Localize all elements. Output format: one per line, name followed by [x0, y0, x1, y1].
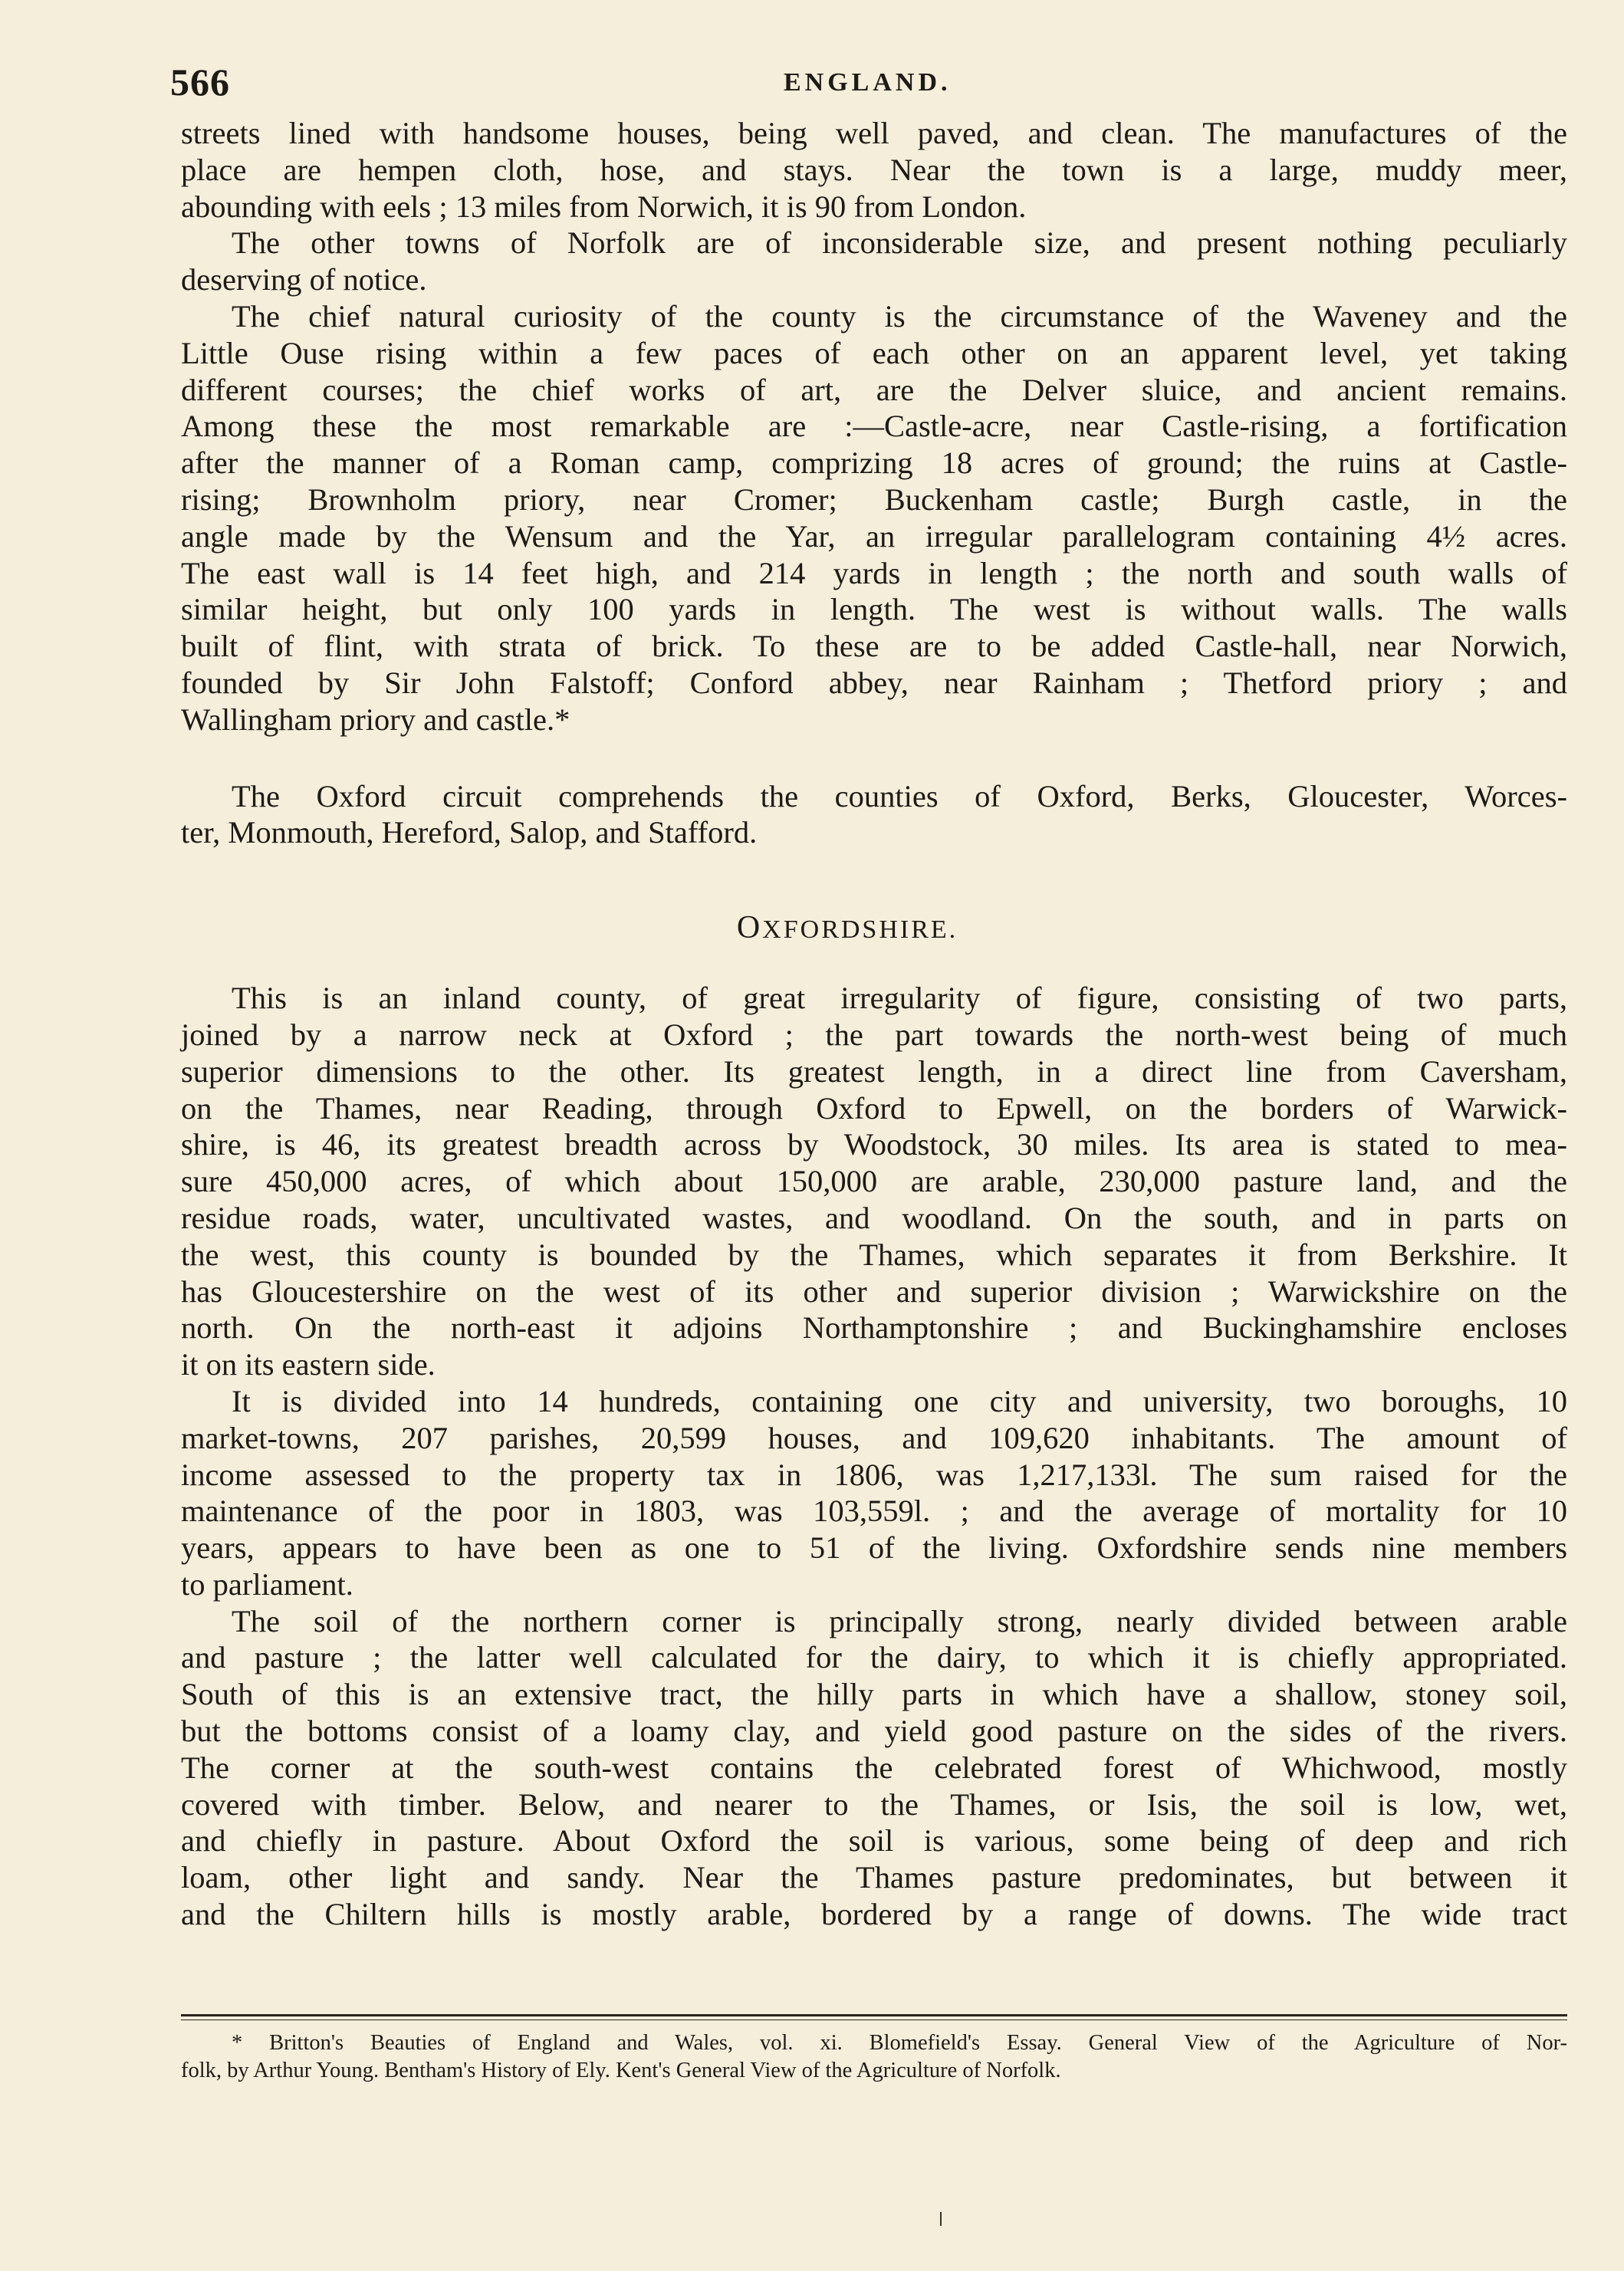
text-line: The soil of the northern corner is principally strong, nearly divided between arable [232, 1603, 1567, 1638]
text-line: abounding with eels ; 13 miles from Norwich, it is 90 from London. [181, 189, 1027, 224]
paragraph-norfolk-town [181, 115, 1567, 225]
print-mark [940, 2212, 942, 2226]
text-line: has Gloucestershire on the west of its other and superior division ; Warwickshire on the [181, 1274, 1567, 1309]
text-line: similar height, but only 100 yards in length. The west is without walls. The walls [181, 592, 1567, 627]
text-line: residue roads, water, uncultivated wastes, and woodland. On the south, and in parts on [181, 1200, 1567, 1235]
text-line: different courses; the chief works of art, are the Delver sluice, and ancient remains. [181, 372, 1567, 407]
text-line: and pasture ; the latter well calculated for the dairy, to which it is chiefly appropriated. [181, 1640, 1567, 1675]
text-line: founded by Sir John Falstoff; Conford abbey, near Rainham ; Thetford priory ; and [181, 665, 1567, 700]
text-line: after the manner of a Roman camp, comprizing 18 acres of ground; the ruins at Castle- [181, 445, 1567, 481]
text-line: years, appears to have been as one to 51 of the living. Oxfordshire sends nine members [181, 1530, 1567, 1566]
paragraph-oxford-circuit [181, 778, 1567, 852]
text-line: the west, this county is bounded by the Thames, which separates it from Berkshire. It [181, 1237, 1567, 1272]
text-line: covered with timber. Below, and nearer to the Thames, or Isis, the soil is low, wet, [181, 1786, 1567, 1822]
text-line: The east wall is 14 feet high, and 214 yards in length ; the north and south walls of [181, 555, 1567, 590]
text-line: It is divided into 14 hundreds, containing one city and university, two boroughs, 10 [232, 1383, 1567, 1418]
paragraph-soil [181, 1603, 1567, 1933]
text-line: superior dimensions to the other. Its greatest length, in a direct line from Caversham, [181, 1053, 1567, 1089]
text-line: Little Ouse rising within a few paces of each other on an apparent level, yet taking [181, 335, 1567, 370]
text-line: market-towns, 207 parishes, 20,599 houses, and 109,620 inhabitants. The amount of [181, 1420, 1567, 1455]
text-line: it on its eastern side. [181, 1347, 436, 1382]
text-line: loam, other light and sandy. Near the Thames pasture predominates, but between it [181, 1860, 1567, 1895]
text-line: shire, is 46, its greatest breadth across by Woodstock, 30 miles. Its area is stated to mea- [181, 1127, 1567, 1162]
text-line: streets lined with handsome houses, being well paved, and clean. The manufactures of the [181, 116, 1567, 150]
text-line: The corner at the south-west contains the celebrated forest of Whichwood, mostly [181, 1750, 1567, 1785]
running-title: ENGLAND. [784, 68, 952, 97]
text-line: sure 450,000 acres, of which about 150,000 are arable, 230,000 pasture land, and the [181, 1164, 1567, 1199]
text-line: Among these the most remarkable are :—Castle-acre, near Castle-rising, a fortification [181, 409, 1567, 444]
text-line: and chiefly in pasture. About Oxford the soil is various, some being of deep and rich [181, 1823, 1567, 1859]
paragraph-hundreds-statistics [181, 1383, 1567, 1603]
text-line: This is an inland county, of great irregularity of figure, consisting of two parts, [232, 981, 1567, 1016]
footnote [181, 2029, 1567, 2085]
paragraph-oxfordshire-description [181, 980, 1567, 1383]
text-line: The other towns of Norfolk are of inconsiderable size, and present nothing peculiarly [232, 225, 1567, 261]
text-line: The Oxford circuit comprehends the counties of Oxford, Berks, Gloucester, Worces- [232, 778, 1567, 813]
text-line: joined by a narrow neck at Oxford ; the part towards the north-west being of much [181, 1017, 1567, 1052]
text-line: ter, Monmouth, Hereford, Salop, and Stafford. [181, 815, 758, 850]
text-line: angle made by the Wensum and the Yar, an irregular parallelogram containing 4½ acres. [181, 518, 1567, 554]
footnote-separator [181, 2014, 1567, 2020]
text-line: but the bottoms consist of a loamy clay, and yield good pasture on the sides of the rivers. [181, 1714, 1567, 1749]
text-line: deserving of notice. [181, 262, 427, 297]
text-line: income assessed to the property tax in 1806, was 1,217,133l. The sum raised for the [181, 1457, 1567, 1492]
text-line: to parliament. [181, 1566, 353, 1602]
paragraph-other-towns [181, 225, 1567, 298]
body-text [181, 115, 1567, 1933]
text-line: Wallingham priory and castle.* [181, 702, 570, 737]
footnote-line: folk, by Arthur Young. Bentham's History of Ely. Kent's General View of the Agriculture of Norfolk. [181, 2059, 1061, 2082]
text-line: built of flint, with strata of brick. To these are to be added Castle-hall, near Norwich, [181, 629, 1567, 664]
running-head [170, 55, 1573, 109]
footnote-rule [181, 2014, 1567, 2016]
text-line: on the Thames, near Reading, through Oxford to Epwell, on the borders of Warwick- [181, 1090, 1567, 1126]
text-line: rising; Brownholm priory, near Cromer; Buckenham castle; Burgh castle, in the [181, 481, 1567, 517]
page-number: 566 [170, 61, 230, 104]
paragraph-curiosities [181, 298, 1567, 738]
text-line: north. On the north-east it adjoins Northamptonshire ; and Buckinghamshire encloses [181, 1310, 1567, 1346]
footnote-line: * Britton's Beauties of England and Wales, vol. xi. Blomefield's Essay. General View of the Agriculture of Nor- [232, 2031, 1567, 2055]
text-line: place are hempen cloth, hose, and stays. Near the town is a large, muddy meer, [181, 152, 1567, 187]
heading-initial: O [736, 910, 763, 946]
text-line: The chief natural curiosity of the county is the circumstance of the Waveney and the [232, 298, 1567, 334]
section-heading-oxfordshire [181, 905, 1567, 951]
text-line: maintenance of the poor in 1803, was 103,559l. ; and the average of mortality for 10 [181, 1494, 1567, 1529]
heading-rest: XFORDSHIRE. [762, 915, 958, 945]
text-line: South of this is an extensive tract, the hilly parts in which have a shallow, stoney soil, [181, 1677, 1567, 1712]
text-line: and the Chiltern hills is mostly arable, bordered by a range of downs. The wide tract [181, 1897, 1567, 1932]
